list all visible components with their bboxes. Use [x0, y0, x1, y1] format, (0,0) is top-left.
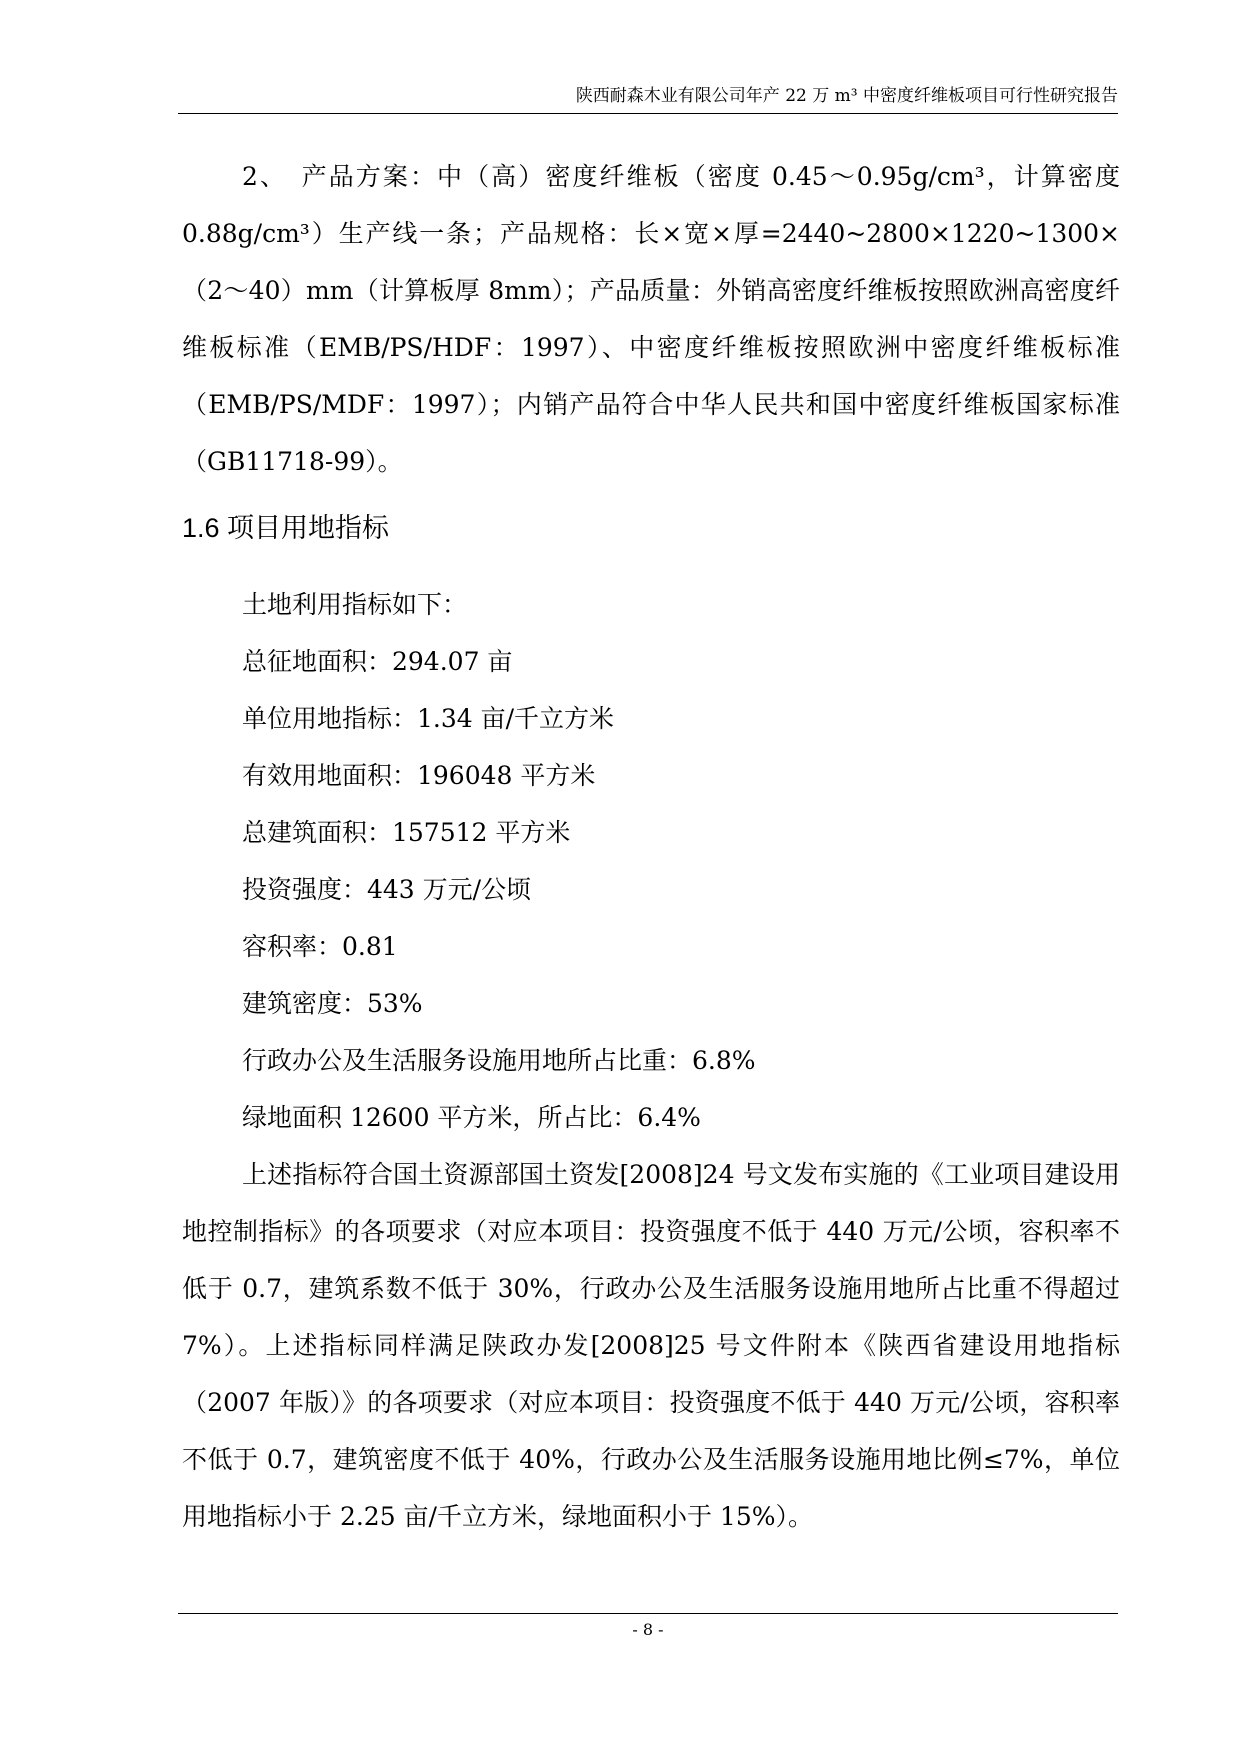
land-indicator-item: 绿地面积 12600 平方米，所占比：6.4% [242, 1103, 701, 1132]
product-plan-paragraph: 2、 产品方案：中（高）密度纤维板（密度 0.45～0.95g/cm³，计算密度 0.88g/cm³）生产线一条；产品规格：长×宽×厚=2440~2800×1220~1300×（2～40）mm（计算板厚 8mm）；产品质量：外销高密度纤维板按照欧洲高密度纤维板标准（EMB/PS/HDF：1997）、中密度纤维板按照欧洲中密度纤维板标准（EMB/PS/MDF：1997）；内销产品符合中华人民共和国中密度纤维板国家标准（GB11718-99）。 [182, 162, 1120, 476]
land-indicator-intro: 土地利用指标如下： [242, 590, 468, 619]
page-content [182, 148, 1120, 1545]
land-indicator-item: 有效用地面积：196048 平方米 [242, 761, 596, 790]
land-indicator-item: 容积率：0.81 [242, 932, 398, 961]
land-indicator-item: 投资强度：443 万元/公顷 [242, 875, 532, 904]
compliance-paragraph: 上述指标符合国土资源部国土资发[2008]24 号文发布实施的《工业项目建设用地控制指标》的各项要求（对应本项目：投资强度不低于 440 万元/公顷，容积率不低于 0.7，建筑系数不低于 30%，行政办公及生活服务设施用地所占比重不得超过 7%）。上述指标同样满足陕政办发[2008]25 号文件附本《陕西省建设用地指标（2007 年版）》的各项要求（对应本项目：投资强度不低于 440 万元/公顷，容积率不低于 0.7，建筑密度不低于 40%，行政办公及生活服务设施用地比例≤7%，单位用地指标小于 2.25 亩/千立方米，绿地面积小于 15%）。 [182, 1160, 1120, 1531]
page-number: - 8 - [632, 1620, 664, 1639]
land-indicator-item: 总建筑面积：157512 平方米 [242, 818, 571, 847]
running-header: 陕西耐森木业有限公司年产 22 万 m³ 中密度纤维板项目可行性研究报告 [575, 86, 1118, 106]
section-heading: 1.6 项目用地指标 [182, 513, 390, 543]
land-indicator-item: 行政办公及生活服务设施用地所占比重：6.8% [242, 1046, 756, 1075]
header-rule [178, 113, 1118, 114]
footer-rule [178, 1613, 1118, 1614]
land-indicator-item: 建筑密度：53% [242, 989, 423, 1018]
land-indicator-item: 单位用地指标：1.34 亩/千立方米 [242, 704, 615, 733]
land-indicator-list [182, 576, 1120, 1146]
land-indicator-item: 总征地面积：294.07 亩 [242, 647, 513, 676]
